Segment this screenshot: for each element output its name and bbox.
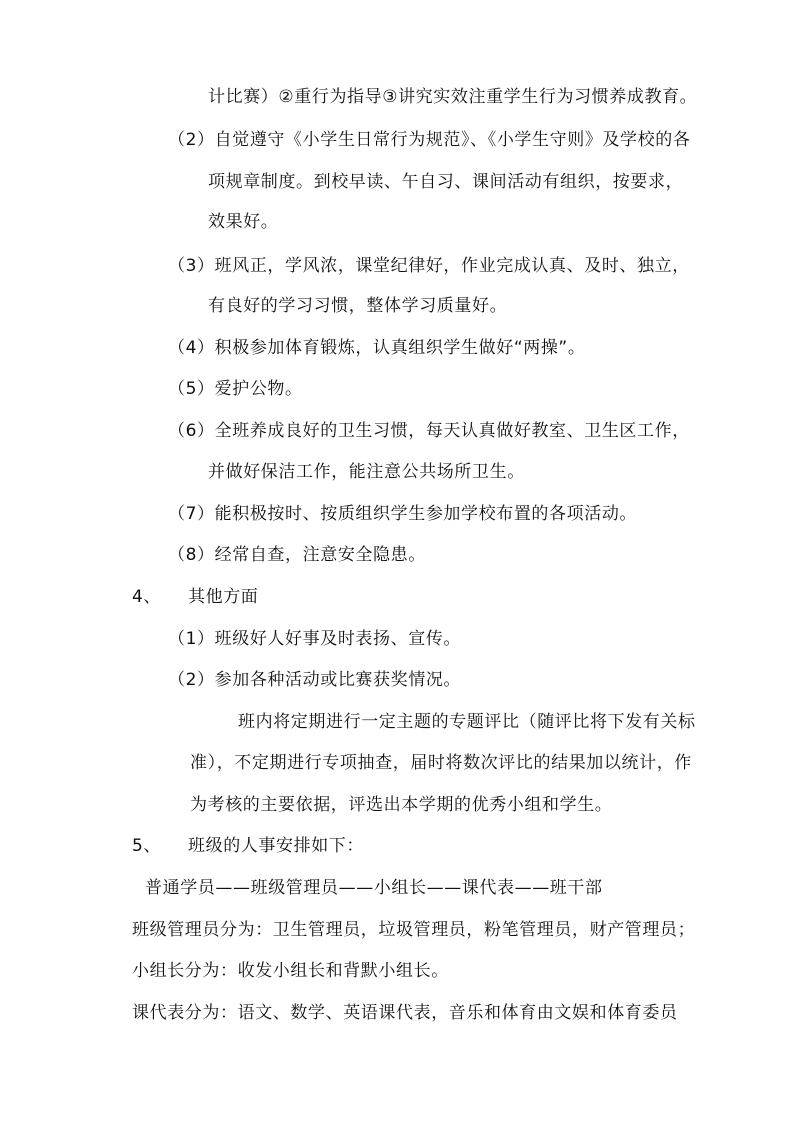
- hierarchy-line: 普通学员——班级管理员——小组长——课代表——班干部: [145, 878, 603, 898]
- section-title: 班级的人事安排如下：: [188, 836, 364, 856]
- section-number: 4、: [132, 587, 162, 607]
- list-item: （1）班级好人好事及时表扬、宣传。: [168, 629, 462, 649]
- list-item: （6）全班养成良好的卫生习惯，每天认真做好教室、卫生区工作，: [168, 421, 690, 441]
- paragraph-line: 准），不定期进行专项抽查，届时将数次评比的结果加以统计，作: [190, 753, 692, 773]
- section-number: 5、: [132, 836, 162, 856]
- list-item: （7）能积极按时、按质组织学生参加学校布置的各项活动。: [168, 504, 638, 524]
- list-item: （3）班风正，学风浓，课堂纪律好，作业完成认真、及时、独立，: [168, 256, 690, 276]
- text-line: 效果好。: [208, 212, 279, 232]
- text-line: 班级管理员分为：卫生管理员，垃圾管理员，粉笔管理员，财产管理员；: [132, 920, 696, 940]
- paragraph-line: 班内将定期进行一定主题的专题评比（随评比将下发有关标: [238, 712, 696, 732]
- text-line: 课代表分为：语文、数学、英语课代表，音乐和体育由文娱和体育委员: [132, 1003, 678, 1023]
- list-item: （4）积极参加体育锻炼，认真组织学生做好“两操”。: [168, 338, 586, 358]
- section-title: 其他方面: [188, 587, 259, 607]
- list-item: （2）自觉遵守《小学生日常行为规范》、《小学生守则》及学校的各: [168, 130, 691, 150]
- section-heading: [132, 587, 258, 607]
- list-item: （8）经常自查，注意安全隐患。: [168, 545, 426, 565]
- paragraph-line: 为考核的主要依据，评选出本学期的优秀小组和学生。: [190, 795, 613, 815]
- text-line: 并做好保洁工作，能注意公共场所卫生。: [208, 462, 525, 482]
- text-line: 项规章制度。到校早读、午自习、课间活动有组织，按要求，: [208, 172, 684, 192]
- list-item: （2）参加各种活动或比赛获奖情况。: [168, 670, 462, 690]
- section-heading: [132, 836, 364, 856]
- text-line: 计比赛）②重行为指导③讲究实效注重学生行为习惯养成教育。: [208, 87, 698, 107]
- text-line: 有良好的学习习惯，整体学习质量好。: [208, 296, 508, 316]
- list-item: （5）爱护公物。: [168, 379, 303, 399]
- text-line: 小组长分为：收发小组长和背默小组长。: [132, 961, 449, 981]
